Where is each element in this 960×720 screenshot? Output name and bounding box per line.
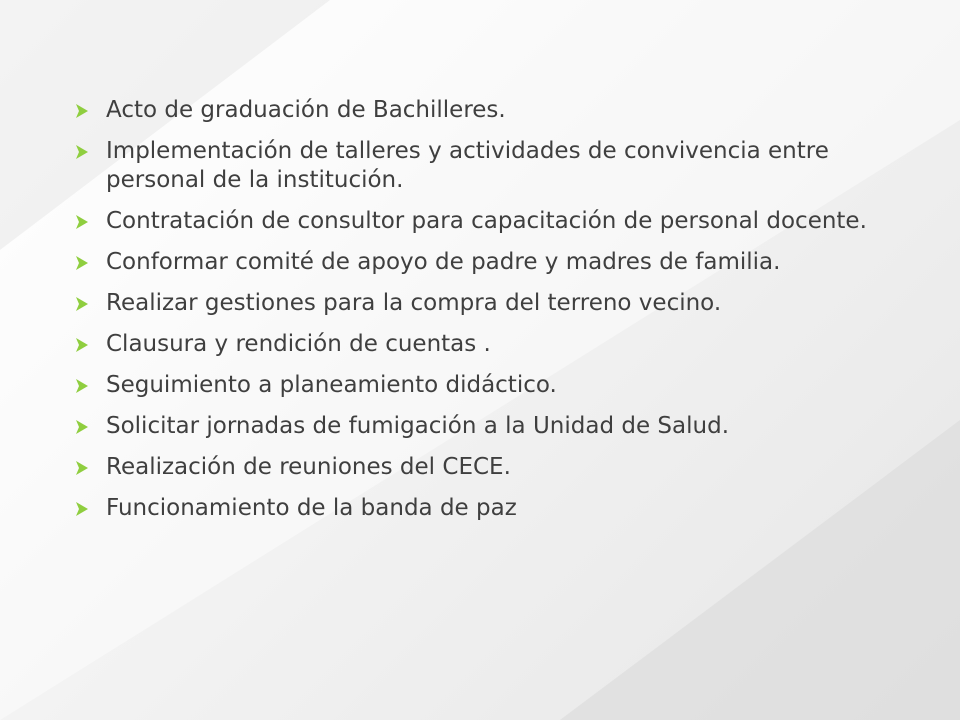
list-item (76, 494, 906, 523)
list-item (76, 137, 906, 195)
list-item (76, 412, 906, 441)
green-arrow-bullet-icon (76, 338, 88, 352)
list-item (76, 96, 906, 125)
list-item-text: Contratación de consultor para capacitación de personal docente. (106, 208, 867, 234)
list-item-text: Acto de graduación de Bachilleres. (106, 97, 506, 123)
list-item-text: Clausura y rendición de cuentas . (106, 331, 491, 357)
list-item (76, 289, 906, 318)
list-item-text: Conformar comité de apoyo de padre y madres de familia. (106, 249, 781, 275)
list-item (76, 248, 906, 277)
green-arrow-bullet-icon (76, 297, 88, 311)
bullet-list (76, 96, 906, 523)
green-arrow-bullet-icon (76, 379, 88, 393)
list-item-text: Funcionamiento de la banda de paz (106, 495, 517, 521)
green-arrow-bullet-icon (76, 104, 88, 118)
green-arrow-bullet-icon (76, 256, 88, 270)
green-arrow-bullet-icon (76, 502, 88, 516)
list-item-text: Solicitar jornadas de fumigación a la Unidad de Salud. (106, 413, 729, 439)
list-item-text: Realizar gestiones para la compra del terreno vecino. (106, 290, 722, 316)
green-arrow-bullet-icon (76, 145, 88, 159)
green-arrow-bullet-icon (76, 215, 88, 229)
list-item-text: Implementación de talleres y actividades de convivencia entre personal de la institución. (106, 138, 829, 193)
list-item-text: Realización de reuniones del CECE. (106, 454, 511, 480)
list-item (76, 207, 906, 236)
slide-content (76, 96, 906, 535)
list-item (76, 453, 906, 482)
green-arrow-bullet-icon (76, 420, 88, 434)
list-item (76, 330, 906, 359)
list-item (76, 371, 906, 400)
list-item-text: Seguimiento a planeamiento didáctico. (106, 372, 557, 398)
green-arrow-bullet-icon (76, 461, 88, 475)
